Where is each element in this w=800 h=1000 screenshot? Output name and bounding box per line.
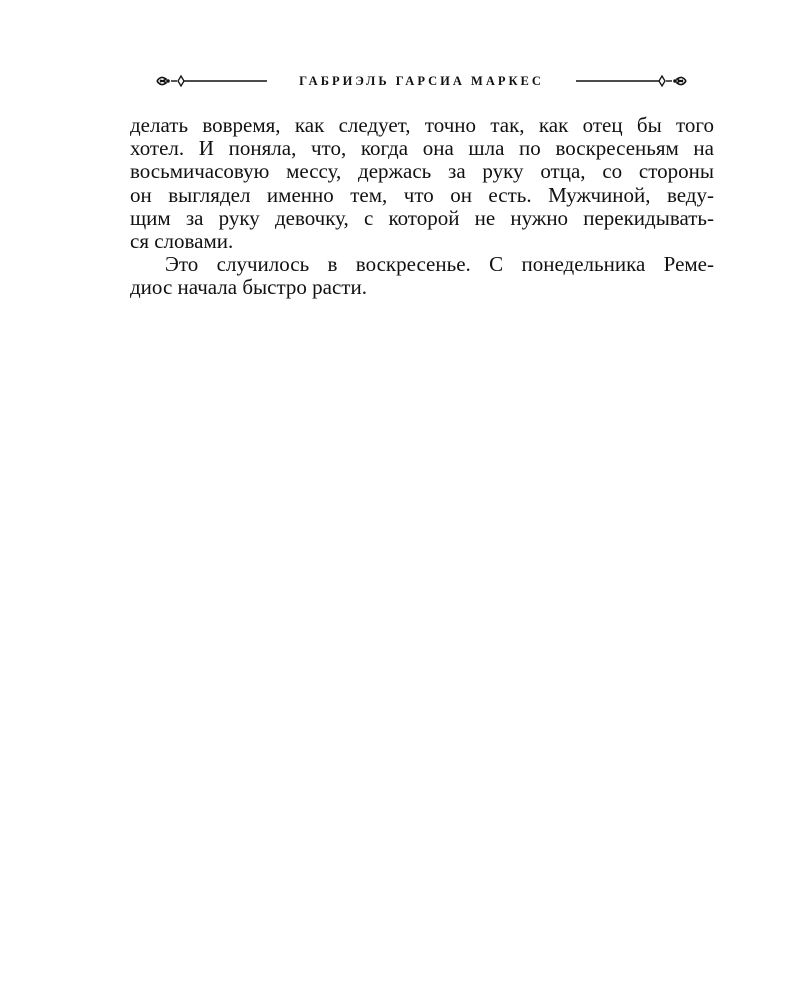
left-flourish-ornament bbox=[155, 73, 270, 89]
text-line: восьмичасовую мессу, держась за руку отца, со стороны bbox=[130, 159, 714, 184]
author-name: ГАБРИЭЛЬ ГАРСИА МАРКЕС bbox=[299, 73, 544, 88]
text-line: щим за руку девочку, с которой не нужно перекидывать- bbox=[130, 205, 714, 230]
text-line: ся словами. bbox=[130, 228, 234, 253]
text-line: делать вовремя, как следует, точно так, как отец бы того bbox=[130, 113, 714, 137]
text-line: он выглядел именно тем, что он есть. Мужчиной, веду- bbox=[130, 182, 714, 207]
paragraph bbox=[130, 253, 714, 299]
right-flourish-ornament bbox=[573, 73, 688, 89]
running-head bbox=[155, 70, 688, 92]
text-line: хотел. И поняла, что, когда она шла по воскресеньям на bbox=[130, 136, 714, 161]
text-line: диос начала быстро расти. bbox=[130, 275, 367, 300]
paragraph bbox=[130, 114, 714, 253]
text-line: Это случилось в воскресенье. С понедельника Реме- bbox=[165, 252, 714, 277]
body-text bbox=[130, 114, 714, 300]
